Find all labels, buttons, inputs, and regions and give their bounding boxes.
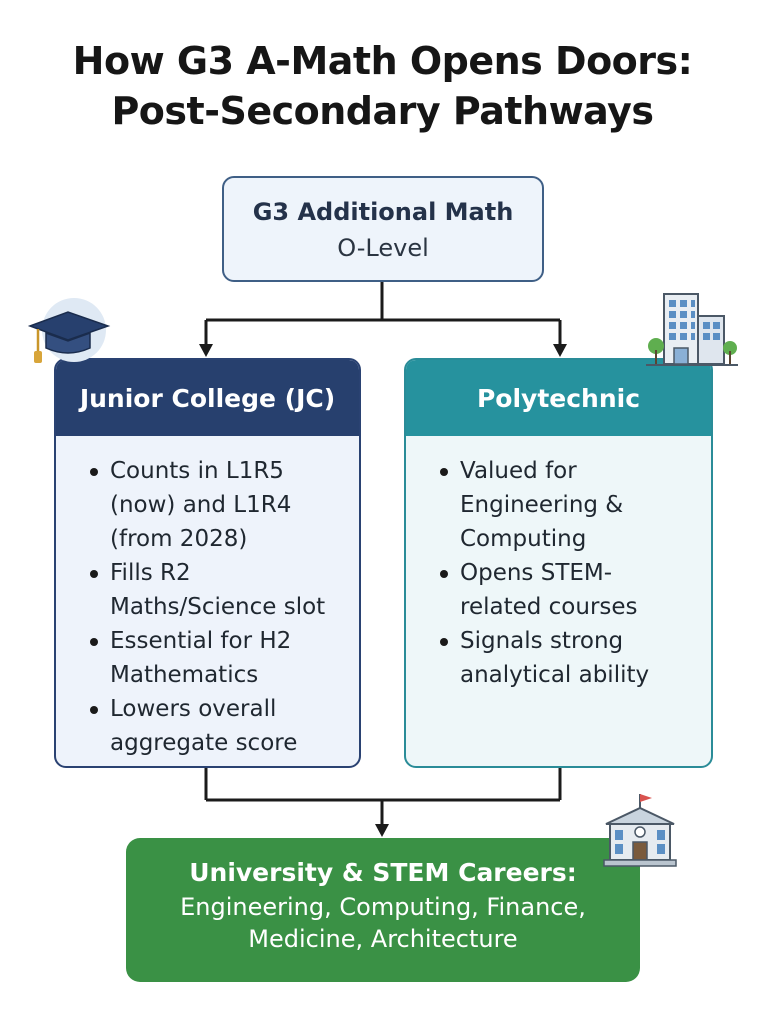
list-item [88,556,349,624]
bullet-text: Lowers overall aggregate score [110,696,298,756]
bullet-text: Essential for H2 Mathematics [110,628,292,688]
arrow-to-jc [199,344,213,357]
university-careers-node [126,838,640,982]
list-item [438,454,701,556]
list-item [88,692,349,760]
bullet-text: Valued for Engineering & Computing [460,458,624,552]
o-level-node-title: G3 Additional Math [252,198,514,226]
polytechnic-bullets [406,436,711,692]
title-line-1: How G3 A-Math Opens Doors: [72,39,693,83]
graduation-cap-icon [22,296,112,374]
list-item [438,624,701,692]
junior-college-node [54,358,361,768]
bullet-text: Fills R2 Maths/Science slot [110,560,326,620]
outcome-title: University & STEM Careers: [189,858,577,887]
junior-college-heading: Junior College (JC) [56,360,359,436]
list-item [88,454,349,556]
bullet-text: Counts in L1R5 (now) and L1R4 (from 2028) [110,458,292,552]
office-building-icon [646,288,738,372]
junior-college-bullets [56,436,359,760]
university-building-icon [600,790,680,870]
o-level-node-subtitle: O-Level [337,234,429,262]
bullet-text: Signals strong analytical ability [460,628,650,688]
o-level-node [222,176,544,282]
list-item [438,556,701,624]
title-line-2: Post-Secondary Pathways [111,89,654,133]
outcome-fields-line-2: Medicine, Architecture [248,925,518,953]
outcome-fields-line-1: Engineering, Computing, Finance, [180,893,586,921]
polytechnic-node [404,358,713,768]
polytechnic-heading: Polytechnic [406,360,711,436]
arrow-to-outcome [375,824,389,837]
arrow-to-poly [553,344,567,357]
list-item [88,624,349,692]
bullet-text: Opens STEM- related courses [460,560,638,620]
